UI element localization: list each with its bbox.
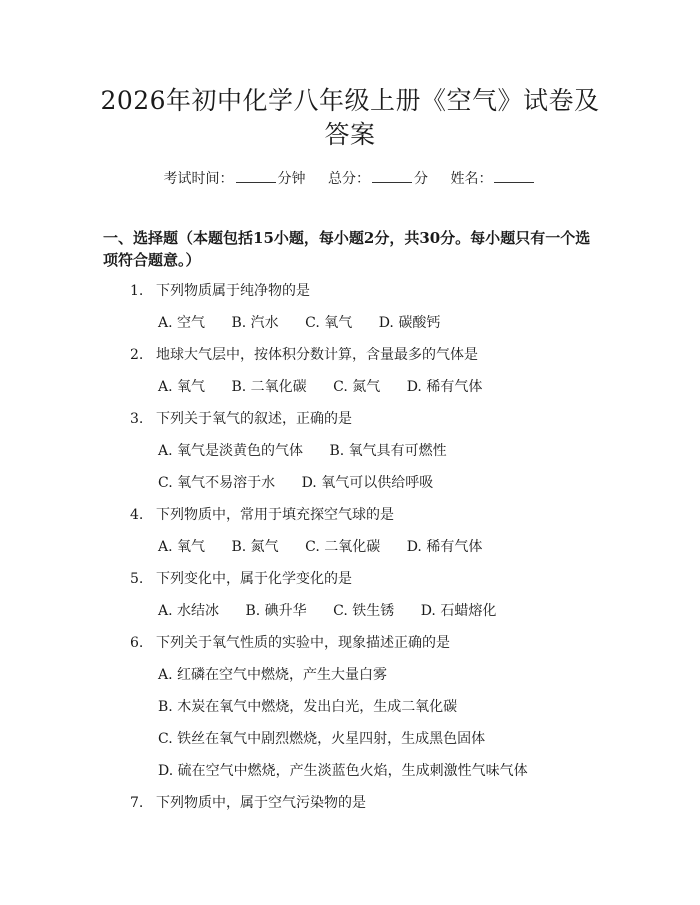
option-a: A. 氧气是淡黄色的气体 [158,443,304,459]
question-2-options [158,377,504,397]
student-name-blank [494,168,534,183]
document-title: 2026年初中化学八年级上册《空气》试卷及答案 [100,86,600,149]
option-a: A. 氧气 [158,379,206,395]
question-number: 1. [130,283,144,299]
total-score-label: 总分： [328,171,370,187]
question-5-options [158,601,518,621]
option-b: B. 氮气 [231,539,279,555]
exam-time-label: 考试时间： [163,171,234,187]
question-3 [130,409,352,429]
option-d: D. 稀有气体 [406,379,483,395]
total-score-unit: 分 [414,171,428,187]
option-b: B. 汽水 [231,315,279,331]
exam-time-unit: 分钟 [277,171,306,187]
question-number: 4. [130,507,144,523]
option-a: A. 水结冰 [158,603,220,619]
option-d: D. 石蜡熔化 [420,603,497,619]
question-text: 下列物质属于纯净物的是 [156,283,310,299]
option-d: D. 稀有气体 [406,539,483,555]
option-c: C. 氮气 [333,379,381,395]
question-3-options-row-2 [158,473,455,493]
exam-time-field [164,168,306,189]
option-c: C. 铁生锈 [333,603,395,619]
question-number: 3. [130,411,144,427]
question-4 [130,505,394,525]
question-2 [130,345,478,365]
question-7 [130,793,366,813]
question-text: 下列关于氧气的叙述，正确的是 [156,411,352,427]
question-text: 地球大气层中，按体积分数计算，含量最多的气体是 [156,347,478,363]
question-text: 下列物质中，属于空气污染物的是 [156,795,366,811]
option-c: C. 二氧化碳 [305,539,381,555]
total-score-field [328,168,428,189]
question-1-options [158,313,462,333]
option-a: A. 空气 [158,315,206,331]
question-number: 5. [130,571,144,587]
option-d: D. 硫在空气中燃烧，产生淡蓝色火焰，生成刺激性气味气体 [158,763,528,779]
question-number: 7. [130,795,144,811]
option-b: B. 木炭在氧气中燃烧，发出白光，生成二氧化碳 [158,699,458,715]
student-name-field [450,168,536,189]
question-number: 2. [130,347,144,363]
option-b: B. 氧气具有可燃性 [329,443,447,459]
question-text: 下列关于氧气性质的实验中，现象描述正确的是 [156,635,450,651]
option-b: B. 碘升华 [245,603,307,619]
question-number: 6. [130,635,144,651]
exam-info-line [0,168,700,189]
question-6 [130,633,450,653]
total-score-blank [372,168,412,183]
option-d: D. 碳酸钙 [378,315,441,331]
option-c: C. 铁丝在氧气中剧烈燃烧，火星四射，生成黑色固体 [158,731,486,747]
option-d: D. 氧气可以供给呼吸 [301,475,434,491]
question-text: 下列变化中，属于化学变化的是 [156,571,352,587]
option-c: C. 氧气不易溶于水 [158,475,276,491]
student-name-label: 姓名： [450,171,493,187]
option-b: B. 二氧化碳 [231,379,307,395]
exam-time-blank [236,168,276,183]
option-c: C. 氧气 [305,315,353,331]
option-a: A. 氧气 [158,539,206,555]
section-heading: 一、选择题（本题包括15小题，每小题2分，共30分。每小题只有一个选项符合题意。） [103,229,591,269]
question-1 [130,281,310,301]
question-text: 下列物质中，常用于填充探空气球的是 [156,507,394,523]
question-3-options-row-1 [158,441,469,461]
question-4-options [158,537,504,557]
option-a: A. 红磷在空气中燃烧，产生大量白雾 [158,667,388,683]
question-5 [130,569,352,589]
